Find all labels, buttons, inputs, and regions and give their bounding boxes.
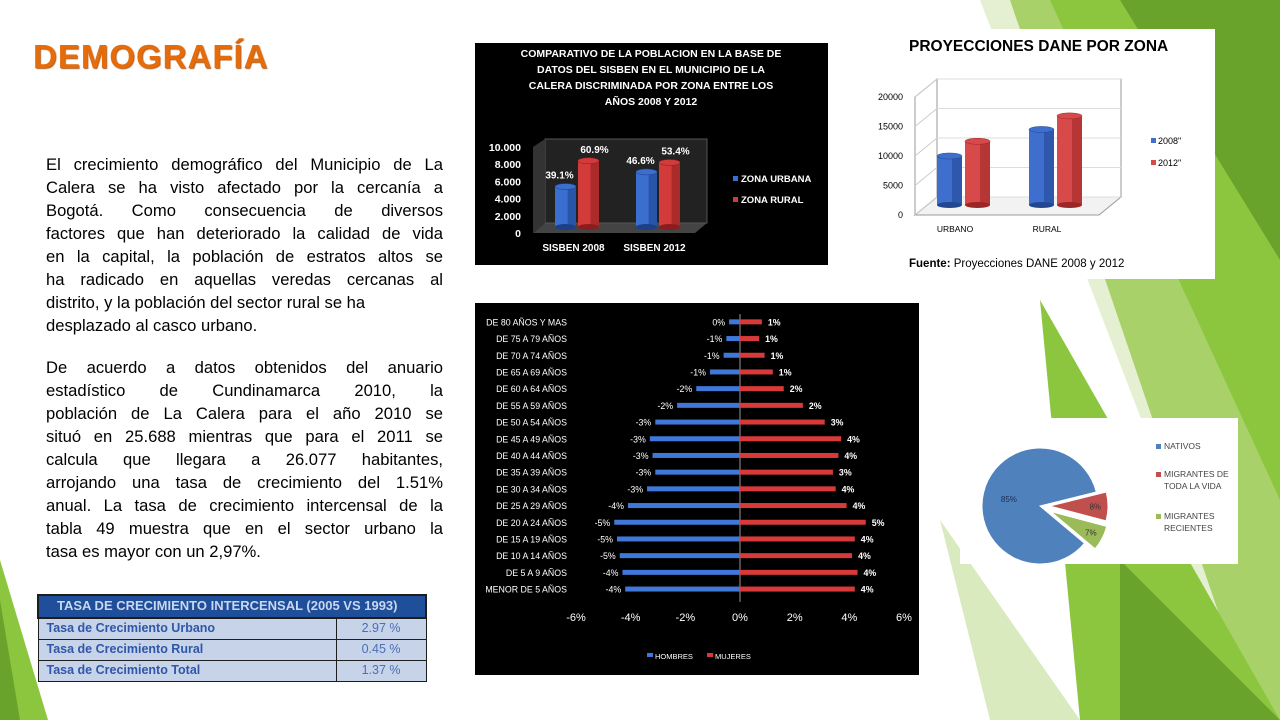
- bar-2012-shade: [980, 141, 990, 205]
- bar-urban-base: [555, 224, 576, 230]
- bar-women: [740, 470, 833, 475]
- data-label: -2%: [676, 384, 693, 395]
- bar-2008: [1029, 126, 1054, 208]
- data-label: 39.1%: [545, 170, 574, 182]
- bar-women: [740, 536, 855, 541]
- bar-men: [620, 553, 740, 558]
- category-label: DE 80 AÑOS Y MAS: [486, 317, 567, 328]
- data-label: 4%: [863, 567, 877, 578]
- bar-2012-base: [1057, 202, 1082, 208]
- data-label: -3%: [630, 434, 646, 445]
- y-tick-label: 4.000: [494, 193, 521, 206]
- bar-men: [647, 486, 740, 491]
- x-tick-label: 4%: [841, 612, 858, 624]
- legend-swatch: [1156, 514, 1161, 519]
- category-label: DE 25 A 29 AÑOS: [496, 501, 567, 512]
- legend-swatch: [1151, 160, 1156, 165]
- legend-swatch: [1151, 138, 1156, 143]
- data-label: 60.9%: [580, 144, 609, 156]
- table-row: [38, 640, 426, 661]
- y-tick-label: 0: [897, 210, 903, 220]
- legend-swatch: [1156, 472, 1161, 477]
- bar-men: [653, 453, 740, 458]
- category-label: DE 70 A 74 AÑOS: [496, 350, 567, 361]
- data-label: 2%: [789, 384, 803, 395]
- data-label: -1%: [703, 350, 720, 361]
- dane-projection-chart: [873, 29, 1215, 279]
- data-label: 3%: [830, 417, 844, 428]
- category-label: DE 10 A 14 AÑOS: [496, 551, 567, 562]
- category-label: DE 20 A 24 AÑOS: [496, 517, 567, 528]
- data-label: -1%: [690, 367, 706, 378]
- table-row: [38, 661, 426, 682]
- legend-label: 2012": [1158, 158, 1182, 168]
- bar-rural-base: [659, 224, 680, 230]
- bar-women: [740, 353, 765, 358]
- data-label: 53.4%: [661, 146, 690, 158]
- table-row: [38, 618, 426, 640]
- data-label: 5%: [871, 517, 885, 528]
- source-text: Proyecciones DANE 2008 y 2012: [950, 258, 1125, 270]
- x-tick-label: SISBEN 2008: [542, 243, 605, 254]
- bar-men: [710, 369, 740, 374]
- rate-value: 2.97 %: [336, 618, 426, 640]
- data-label: 1%: [778, 367, 792, 378]
- bar-2008-base: [1029, 202, 1054, 208]
- bar-men: [650, 436, 740, 441]
- category-label: DE 50 A 54 AÑOS: [496, 417, 567, 428]
- bar-2008-base: [937, 202, 962, 208]
- bar-urban-shade: [649, 172, 657, 227]
- source-label: Fuente:: [909, 258, 951, 270]
- data-label: -5%: [600, 551, 616, 562]
- bar-men: [622, 570, 740, 575]
- data-label: -4%: [602, 567, 619, 578]
- data-label: 4%: [860, 584, 874, 595]
- dane-chart-svg: [873, 29, 1215, 279]
- bar-urban: [636, 169, 657, 230]
- data-label: 0%: [712, 317, 726, 328]
- legend-label: 2008": [1158, 136, 1182, 146]
- data-label: -5%: [597, 534, 613, 545]
- bar-urban-top: [555, 184, 576, 190]
- bar-women: [740, 369, 773, 374]
- category-label: DE 15 A 19 AÑOS: [496, 534, 567, 545]
- bar-2008: [937, 153, 962, 208]
- paragraph-line: calcula que llegara a 26.077 habitantes,: [46, 450, 443, 469]
- bar-2012-base: [965, 202, 990, 208]
- chart-title-line: COMPARATIVO DE LA POBLACION EN LA BASE DE: [520, 48, 782, 60]
- data-label: -3%: [632, 450, 649, 461]
- y-tick-label: 10.000: [488, 142, 521, 154]
- category-label: DE 5 A 9 AÑOS: [505, 567, 567, 578]
- legend-label: MIGRANTES DE: [1164, 469, 1229, 479]
- paragraph-line: tasa es mayor con un 2,97%.: [46, 542, 261, 561]
- bar-women: [740, 386, 784, 391]
- chart-title-line: AÑOS 2008 Y 2012: [604, 96, 698, 108]
- population-pyramid-chart: [475, 303, 919, 675]
- slice-label: 7%: [1085, 528, 1097, 538]
- paragraph-line: ha radicado en aquellas veredas cercanas al: [46, 270, 443, 289]
- bar-men: [726, 336, 740, 341]
- chart-title: PROYECCIONES DANE POR ZONA: [909, 38, 1169, 55]
- legend-label: ZONA URBANA: [741, 174, 812, 185]
- x-tick-label: RURAL: [1032, 224, 1062, 234]
- paragraph-line: Bogotá. Como consecuencia de diversos: [46, 201, 443, 220]
- bar-urban-top: [636, 169, 657, 175]
- data-label: -1%: [706, 334, 723, 345]
- data-label: 4%: [858, 551, 871, 562]
- data-label: 4%: [844, 450, 858, 461]
- bar-2012-top: [1057, 113, 1082, 119]
- pyramid-chart-svg: [475, 303, 919, 675]
- paragraph-line: estadístico de Cundinamarca 2010, la: [46, 381, 443, 400]
- bar-2008-top: [1029, 126, 1054, 132]
- x-tick-label: URBANO: [936, 224, 974, 234]
- migration-pie-chart: [960, 418, 1238, 564]
- legend-label: TODA LA VIDA: [1164, 481, 1222, 491]
- bar-men: [677, 403, 740, 408]
- x-tick-label: 2%: [786, 612, 803, 624]
- legend-swatch: [707, 653, 713, 657]
- growth-rate-table: [37, 594, 427, 682]
- bar-men: [628, 503, 740, 508]
- rate-label: Tasa de Crecimiento Urbano: [38, 618, 336, 640]
- y-tick-label: 15000: [877, 121, 903, 132]
- category-label: DE 60 A 64 AÑOS: [496, 384, 567, 395]
- paragraph-line: El crecimiento demográfico del Municipio de La: [46, 155, 443, 174]
- source-note: [909, 258, 1124, 270]
- paragraph-line: Calera se ha visto afectado por la cercanía a: [46, 178, 443, 197]
- bar-2012: [1057, 113, 1082, 208]
- bar-women: [740, 453, 838, 458]
- legend-label: NATIVOS: [1164, 441, 1201, 451]
- y-tick-label: 20000: [877, 92, 903, 102]
- legend-label: RECIENTES: [1164, 523, 1213, 533]
- data-label: -5%: [594, 517, 611, 528]
- bar-urban-shade: [568, 187, 576, 227]
- bar-women: [740, 486, 836, 491]
- data-label: 1%: [770, 350, 784, 361]
- bar-rural: [659, 159, 680, 230]
- bar-2008-shade: [952, 156, 962, 205]
- legend-swatch: [733, 197, 738, 202]
- bar-women: [740, 587, 855, 592]
- bar-rural-top: [659, 159, 680, 165]
- data-label: 1%: [767, 317, 781, 328]
- bar-men: [729, 319, 740, 324]
- bar-men: [696, 386, 740, 391]
- data-label: -3%: [635, 467, 652, 478]
- bar-women: [740, 336, 759, 341]
- category-label: DE 35 A 39 AÑOS: [496, 467, 567, 478]
- y-tick-label: 5000: [882, 180, 903, 191]
- slice-label: 8%: [1089, 502, 1102, 512]
- y-tick-label: 0: [515, 228, 521, 240]
- rate-value: 0.45 %: [336, 640, 426, 661]
- legend-label: ZONA RURAL: [741, 195, 804, 206]
- paragraph-line: distrito, y la población del sector rural se ha: [46, 293, 366, 312]
- bar-women: [740, 319, 762, 324]
- data-label: 1%: [765, 334, 778, 345]
- legend-label: HOMBRES: [655, 652, 693, 661]
- data-label: -3%: [635, 417, 652, 428]
- growth-rate-table-header: TASA DE CRECIMIENTO INTERCENSAL (2005 VS 1993): [38, 595, 426, 618]
- bar-women: [740, 403, 803, 408]
- bar-2008-shade: [1044, 129, 1054, 205]
- x-tick-label: SISBEN 2012: [623, 243, 686, 254]
- category-label: DE 65 A 69 AÑOS: [496, 367, 567, 378]
- sisben-comparison-chart: [475, 43, 828, 265]
- category-label: MENOR DE 5 AÑOS: [485, 584, 567, 595]
- chart-side-wall: [533, 139, 545, 233]
- bar-urban: [555, 184, 576, 230]
- x-tick-label: -2%: [675, 612, 696, 624]
- data-label: 3%: [838, 467, 852, 478]
- category-label: DE 55 A 59 AÑOS: [496, 400, 567, 411]
- bar-women: [740, 570, 858, 575]
- paragraph-line: población de La Calera para el año 2010 se: [46, 404, 443, 423]
- pie-chart-svg: [960, 418, 1238, 564]
- bar-men: [655, 470, 740, 475]
- bar-women: [740, 553, 852, 558]
- y-tick-label: 8.000: [494, 159, 521, 172]
- bar-women: [740, 503, 847, 508]
- bar-men: [655, 420, 740, 425]
- slice-label: 85%: [1000, 494, 1017, 504]
- chart-title-line: DATOS DEL SISBEN EN EL MUNICIPIO DE LA: [537, 64, 765, 76]
- bar-urban-base: [636, 224, 657, 230]
- legend-swatch: [733, 176, 738, 181]
- category-label: DE 30 A 34 AÑOS: [496, 484, 567, 495]
- bar-rural-top: [578, 158, 599, 164]
- bar-2012-top: [965, 138, 990, 144]
- y-tick-label: 6.000: [494, 176, 521, 189]
- paragraph-line: en la capital, la población de estratos altos se: [46, 247, 443, 266]
- bar-women: [740, 520, 866, 525]
- chart-title-line: CALERA DISCRIMINADA POR ZONA ENTRE LOS: [528, 80, 774, 92]
- paragraph-intro: [46, 153, 443, 337]
- bar-women: [740, 420, 825, 425]
- paragraph-line: anual. La tasa de crecimiento intercensal de la: [46, 496, 443, 515]
- sisben-chart-svg: [475, 43, 828, 265]
- rate-value: 1.37 %: [336, 661, 426, 682]
- category-label: DE 40 A 44 AÑOS: [496, 450, 567, 461]
- data-label: -3%: [627, 484, 644, 495]
- legend-label: MUJERES: [715, 652, 751, 661]
- legend-label: MIGRANTES: [1164, 511, 1215, 521]
- y-tick-label: 10000: [877, 151, 903, 161]
- rate-label: Tasa de Crecimiento Rural: [38, 640, 336, 661]
- data-label: 46.6%: [626, 155, 655, 167]
- legend-swatch: [1156, 444, 1161, 449]
- data-label: -4%: [605, 584, 622, 595]
- legend-swatch: [647, 653, 653, 657]
- data-label: 4%: [841, 484, 855, 495]
- bar-men: [614, 520, 740, 525]
- x-tick-label: -6%: [566, 612, 586, 624]
- paragraph-line: arrojando una tasa de crecimiento del 1.51%: [46, 473, 443, 492]
- bar-rural-shade: [672, 162, 680, 227]
- bar-2012-shade: [1072, 116, 1082, 205]
- category-label: DE 75 A 79 AÑOS: [496, 334, 567, 345]
- data-label: -2%: [657, 400, 674, 411]
- data-label: 2%: [808, 400, 822, 411]
- paragraph-line: desplazado al casco urbano.: [46, 316, 258, 335]
- category-label: DE 45 A 49 AÑOS: [496, 434, 567, 445]
- data-label: 4%: [847, 434, 860, 445]
- rate-label: Tasa de Crecimiento Total: [38, 661, 336, 682]
- y-tick-label: 2.000: [494, 210, 521, 223]
- x-tick-label: 0%: [732, 612, 748, 624]
- data-label: -4%: [608, 501, 624, 512]
- bar-women: [740, 436, 841, 441]
- paragraph-statistics: [46, 356, 443, 563]
- page-title: DEMOGRAFÍA: [33, 38, 269, 75]
- data-label: 4%: [852, 501, 866, 512]
- bar-rural-shade: [591, 161, 599, 227]
- data-label: 4%: [860, 534, 874, 545]
- bar-men: [724, 353, 740, 358]
- bar-rural-base: [578, 224, 599, 230]
- paragraph-line: De acuerdo a datos obtenidos del anuario: [46, 358, 443, 377]
- bar-men: [617, 536, 740, 541]
- paragraph-line: factores que han deteriorado la calidad de vida: [46, 224, 443, 243]
- bar-rural: [578, 158, 599, 230]
- x-tick-label: -4%: [620, 612, 641, 624]
- bar-2012: [965, 138, 990, 208]
- paragraph-line: tabla 49 muestra que en el sector urbano la: [46, 519, 443, 538]
- x-tick-label: 6%: [896, 612, 912, 624]
- bar-men: [625, 587, 740, 592]
- bar-2008-top: [937, 153, 962, 159]
- paragraph-line: situó en 25.688 mientras que para el 2011 se: [46, 427, 443, 446]
